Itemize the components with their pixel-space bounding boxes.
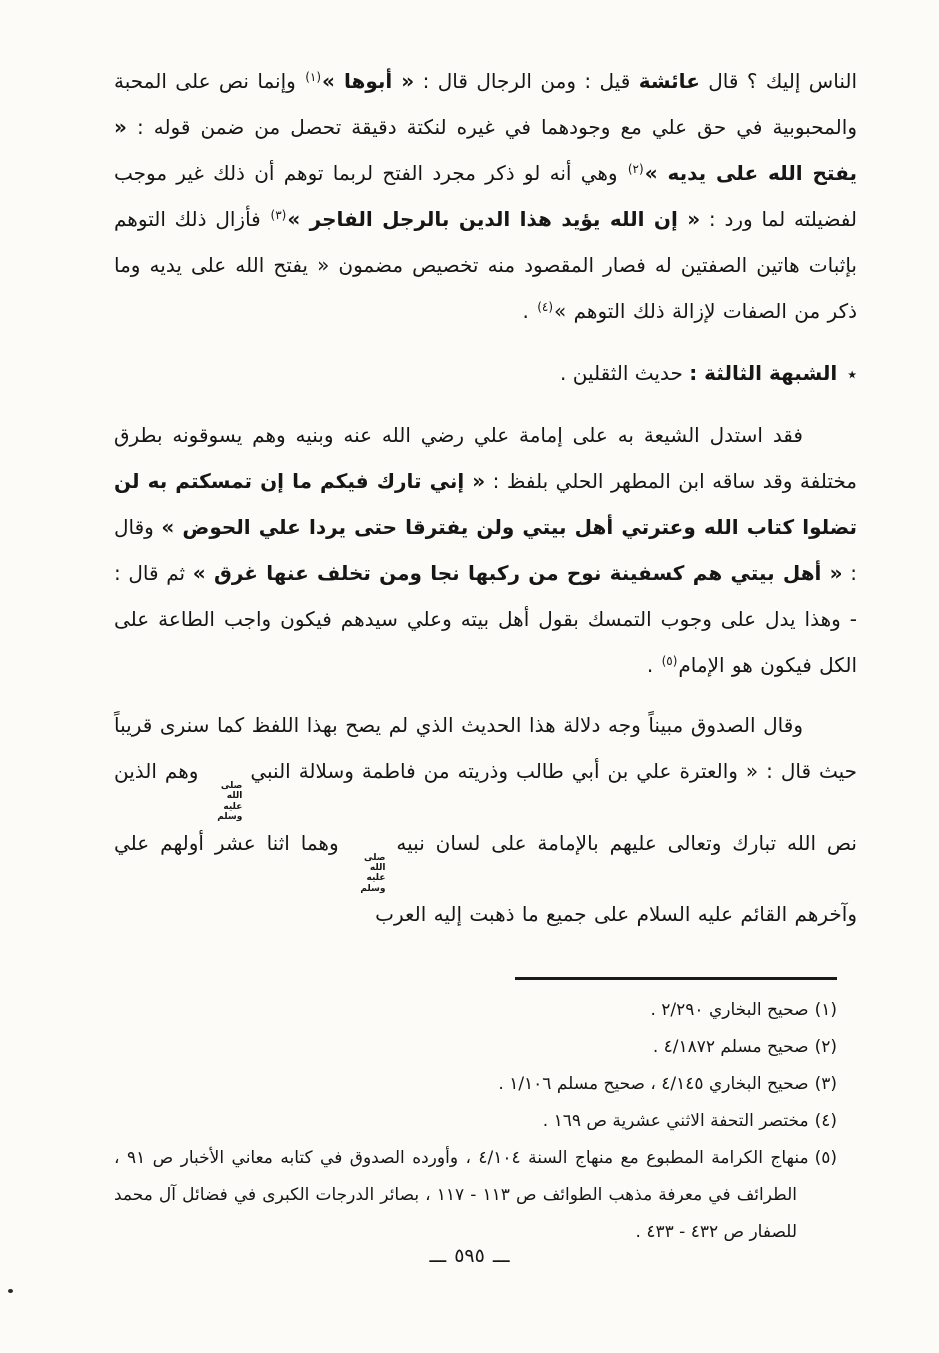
footnote-3 — [114, 1066, 837, 1103]
hadith-quote: « إن الله يؤيد هذا الدين بالرجل الفاجر » — [287, 207, 701, 231]
hadith-quote: « يفتح الله على يديه » — [114, 115, 857, 185]
salawat-symbol — [206, 781, 243, 823]
paragraph-continuation — [114, 58, 857, 334]
text-run: وهم الذين نص الله تبارك وتعالى عليهم بالإمامة على لسان نبيه — [114, 759, 858, 855]
text-run: فقد استدل الشيعة به على إمامة علي رضي الله عنه وبنيه وهم يسوقونه بطرق مختلفة وقد ساقه ابن المطهر الحلي بلفظ : — [114, 423, 857, 493]
page-number-dash: ـــ — [492, 1245, 510, 1267]
footnote-text: صحيح مسلم ٤/١٨٧٢ . — [652, 1037, 809, 1058]
footnote-number: (٢) — [814, 1037, 837, 1058]
footnote-number: (٥) — [814, 1148, 838, 1169]
text-run: وقال : — [114, 515, 858, 585]
text-run: ثم قال : - وهذا يدل على وجوب التمسك بقول أهل بيته وعلي سيدهم فيكون واجب الطاعة على الكل فيكون هو الإمام — [114, 561, 857, 677]
footnote-text: مختصر التحفة الاثني عشرية ص ١٦٩ . — [542, 1111, 809, 1132]
footnote-number: (١) — [814, 1000, 837, 1021]
footnote-separator-rule — [515, 977, 837, 980]
text-run: . — [522, 299, 537, 323]
paragraph-3 — [114, 702, 857, 937]
footnote-ref-1: (١) — [305, 70, 322, 84]
salawat-line: عليه وسلم — [360, 873, 386, 894]
footnote-ref-5: (٥) — [661, 654, 678, 668]
footnote-ref-3: (٣) — [270, 208, 287, 222]
section-heading-subject: حديث الثقلين . — [560, 361, 690, 385]
footnote-1 — [114, 992, 837, 1029]
text-run: وهي أنه لو ذكر مجرد الفتح لربما توهم أن ذلك غير موجب لفضيلته لما ورد : — [114, 161, 857, 231]
hadith-quote: « أبوها » — [322, 69, 415, 93]
text-run: وقال الصدوق مبيناً وجه دلالة هذا الحديث الذي لم يصح بهذا اللفظ كما سنرى قريباً حيث قال : « والعترة علي بن أبي طالب وذريته من فاطمة وسلالة النبي — [114, 713, 857, 783]
footnote-text: صحيح البخاري ٢/٢٩٠ . — [650, 1000, 809, 1021]
footnote-number: (٣) — [814, 1074, 837, 1095]
footnote-5 — [114, 1140, 837, 1251]
name-aisha: عائشة — [638, 69, 700, 93]
salawat-symbol — [350, 852, 386, 894]
paragraph-2 — [114, 412, 857, 688]
hadith-quote: « إني تارك فيكم ما إن تمسكتم به لن تضلوا كتاب الله وعترتي أهل بيتي ولن يفترقا حتى يردا علي الحوض » — [114, 469, 858, 539]
section-heading-title: الشبهة الثالثة : — [689, 361, 838, 385]
salawat-line: عليه وسلم — [217, 801, 243, 823]
asterisk-marker-icon: ٭ — [847, 364, 857, 385]
page-number-value: ٥٩٥ — [454, 1245, 485, 1267]
footnotes-section — [114, 977, 857, 1251]
scan-speck — [8, 1289, 13, 1293]
text-run: قيل : ومن الرجال قال : — [414, 69, 639, 93]
footnote-2 — [114, 1029, 837, 1066]
page-number-dash: ـــ — [429, 1245, 447, 1267]
text-run: الناس إليك ؟ قال — [699, 69, 858, 93]
text-run: وهما اثنا عشر أولهم علي وآخرهم القائم عليه السلام على جميع ما ذهبت إليه العرب — [114, 830, 857, 927]
text-run: . — [646, 653, 661, 677]
footnote-ref-2: (٢) — [627, 162, 644, 176]
footnote-ref-4: (٤) — [537, 300, 554, 314]
text-run: فأزال ذلك التوهم بإثبات هاتين الصفتين له فصار المقصود منه تخصيص مضمون « يفتح الله على يديه وما ذكر من الصفات لإزالة ذلك التوهم » — [114, 207, 857, 323]
salawat-line: صلى الله — [220, 781, 243, 802]
page-number — [0, 1245, 939, 1267]
text-run: وإنما نص على المحبة والمحبوبية في حق علي مع وجودهما في غيره لنكتة دقيقة تحصل من ضمن قوله : — [114, 69, 857, 139]
footnote-text: منهاج الكرامة المطبوع مع منهاج السنة ٤/١٠٤ ، وأورده الصدوق في كتابه معاني الأخبار ص ٩١ ، الطرائف في معرفة مذهب الطوائف ص ١١٣ - ١١٧ ، بصائر الدرجات الكبرى في فضائل آل محمد للصفار ص ٤٣٢ - ٤٣٣ . — [114, 1148, 809, 1243]
salawat-line: صلى الله — [364, 852, 386, 874]
section-heading — [114, 350, 857, 398]
footnote-text: صحيح البخاري ٤/١٤٥ ، صحيح مسلم ١/١٠٦ . — [498, 1074, 809, 1095]
footnote-4 — [114, 1103, 837, 1140]
footnote-number: (٤) — [814, 1111, 837, 1132]
hadith-quote: « أهل بيتي هم كسفينة نوح من ركبها نجا ومن تخلف عنها غرق » — [192, 561, 843, 585]
